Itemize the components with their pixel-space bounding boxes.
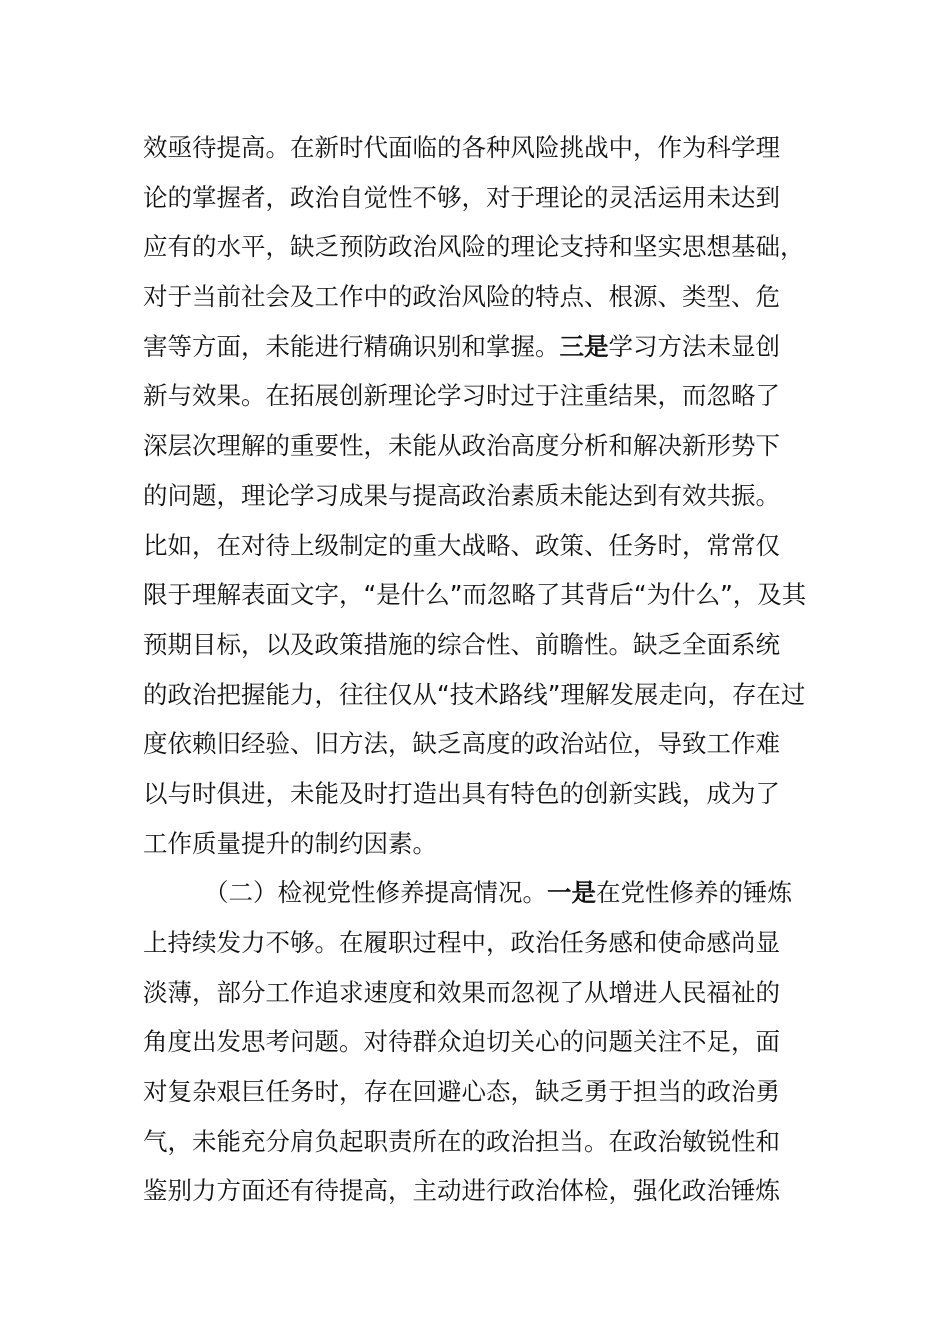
bold-text-segment: 三是: [559, 331, 609, 361]
text-segment: 以与时俱进，未能及时打造出具有特色的创新实践，成为了: [143, 778, 780, 808]
text-line: [143, 670, 823, 720]
text-segment: 论的掌握者，政治自觉性不够，对于理论的灵活运用未达到: [143, 182, 780, 212]
text-segment: 鉴别力方面还有待提高，主动进行政治体检，强化政治锤炼: [143, 1176, 780, 1206]
text-line: [143, 1067, 823, 1117]
text-line: [143, 322, 823, 372]
text-segment: 新与效果。在拓展创新理论学习时过于注重结果，而忽略了: [143, 381, 780, 411]
text-line: [143, 173, 823, 223]
text-line: [143, 421, 823, 471]
text-line: [143, 521, 823, 571]
text-line: [143, 819, 823, 869]
body-text: [143, 123, 823, 1216]
text-line: [143, 620, 823, 670]
text-segment: 度依赖旧经验、旧方法，缺乏高度的政治站位，导致工作难: [143, 729, 780, 759]
text-line: [143, 769, 823, 819]
text-segment: 工作质量提升的制约因素。: [143, 828, 437, 858]
text-segment: 的问题，理论学习成果与提高政治素质未能达到有效共振。: [143, 480, 780, 510]
text-line: [143, 868, 823, 918]
text-segment: 预期目标，以及政策措施的综合性、前瞻性。缺乏全面系统: [143, 629, 780, 659]
text-line: [143, 1117, 823, 1167]
text-segment: 效亟待提高。在新时代面临的各种风险挑战中，作为科学理: [143, 133, 780, 162]
text-segment: 对于当前社会及工作中的政治风险的特点、根源、类型、危: [143, 282, 780, 312]
bold-text-segment: 一是: [547, 878, 596, 908]
text-segment: 害等方面，未能进行精确识别和掌握。: [143, 331, 560, 361]
text-line: [143, 968, 823, 1018]
text-segment: 应有的水平，缺乏预防政治风险的理论支持和坚实思想基础，: [143, 232, 805, 262]
text-segment: （二）检视党性修养提高情况。: [204, 878, 547, 908]
text-segment: 限于理解表面文字，“是什么”而忽略了其背后“为什么”，及其: [143, 580, 807, 610]
text-segment: 上持续发力不够。在履职过程中，政治任务感和使命感尚显: [143, 928, 780, 957]
text-segment: 的政治把握能力，往往仅从“技术路线”理解发展走向，存在过: [143, 679, 806, 709]
text-line: [143, 1017, 823, 1067]
text-line: [143, 471, 823, 521]
text-segment: 比如，在对待上级制定的重大战略、政策、任务时，常常仅: [143, 530, 780, 560]
text-line: [143, 222, 823, 272]
text-line: [143, 123, 823, 173]
text-segment: 深层次理解的重要性，未能从政治高度分析和解决新形势下: [143, 431, 780, 461]
text-line: [143, 371, 823, 421]
text-segment: 对复杂艰巨任务时，存在回避心态，缺乏勇于担当的政治勇: [143, 1077, 780, 1107]
text-line: [143, 918, 823, 968]
text-segment: 淡薄，部分工作追求速度和效果而忽视了从增进人民福祉的: [143, 977, 780, 1007]
text-segment: 气，未能充分肩负起职责所在的政治担当。在政治敏锐性和: [143, 1126, 780, 1156]
text-line: [143, 570, 823, 620]
text-segment: 角度出发思考问题。对待群众迫切关心的问题关注不足，面: [143, 1027, 780, 1057]
text-line: [143, 1166, 823, 1216]
text-line: [143, 272, 823, 322]
text-segment: 学习方法未显创: [608, 331, 780, 361]
text-line: [143, 719, 823, 769]
text-segment: 在党性修养的锤炼: [596, 878, 792, 908]
